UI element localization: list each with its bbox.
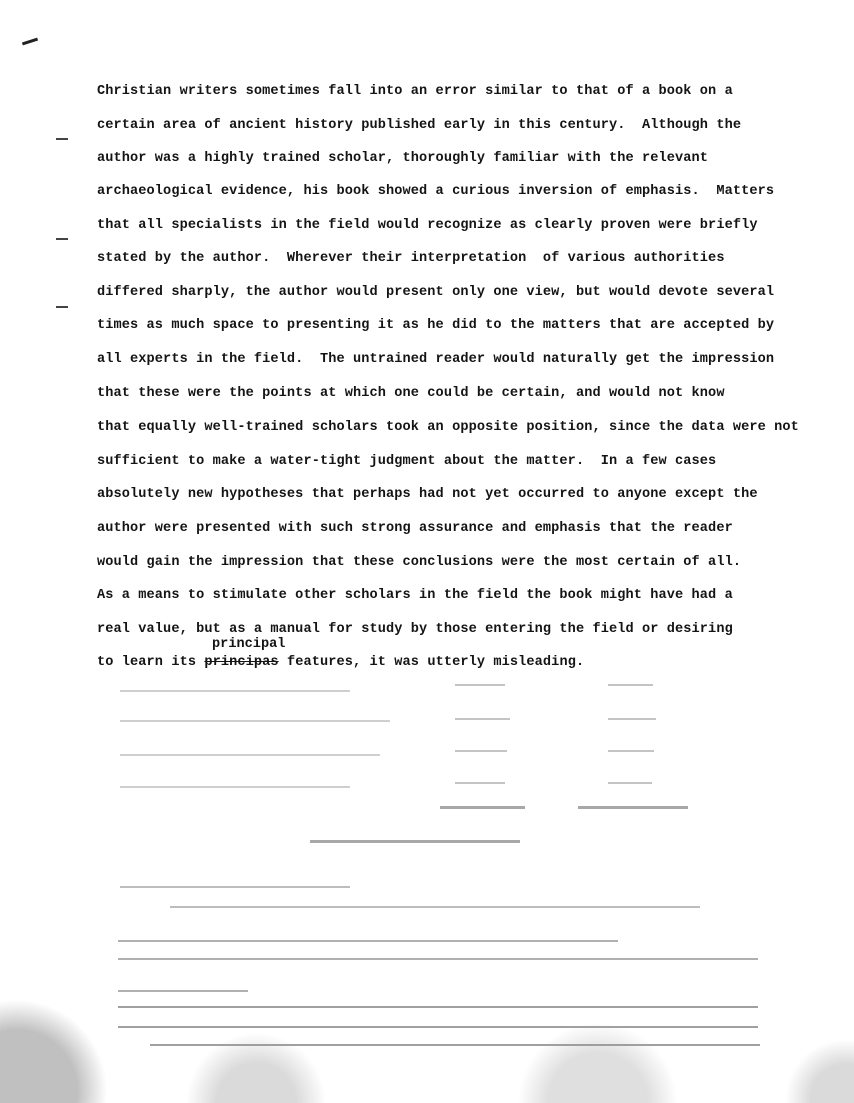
final-text-line xyxy=(97,655,584,671)
text-line: sufficient to make a water-tight judgment about the matter. In a few cases xyxy=(97,454,717,469)
scan-noise xyxy=(0,973,854,1103)
text-line: As a means to stimulate other scholars in the field the book might have had a xyxy=(97,588,733,603)
margin-mark xyxy=(56,138,68,140)
text-line: stated by the author. Wherever their interpretation of various authorities xyxy=(97,251,725,266)
text-line: that all specialists in the field would recognize as clearly proven were briefly xyxy=(97,218,758,233)
text-line: all experts in the field. The untrained reader would naturally get the impression xyxy=(97,352,775,367)
text-line: certain area of ancient history published early in this century. Although the xyxy=(97,118,742,133)
text-line: that equally well-trained scholars took an opposite position, since the data were not xyxy=(97,420,799,435)
handwritten-correction: principal xyxy=(212,637,286,652)
text-line: author was a highly trained scholar, thoroughly familiar with the relevant xyxy=(97,151,709,166)
line-suffix: features, it was utterly misleading. xyxy=(278,655,585,670)
text-line: archaeological evidence, his book showed a curious inversion of emphasis. Matters xyxy=(97,184,775,199)
margin-mark xyxy=(56,238,68,240)
line-prefix: to learn its xyxy=(97,655,205,670)
text-line: would gain the impression that these conclusions were the most certain of all. xyxy=(97,555,742,570)
margin-mark xyxy=(56,306,68,308)
text-line: real value, but as a manual for study by those entering the field or desiring xyxy=(97,622,733,637)
struck-word: principas xyxy=(204,655,279,670)
text-line: differed sharply, the author would present only one view, but would devote several xyxy=(97,285,775,300)
text-line: times as much space to presenting it as he did to the matters that are accepted by xyxy=(97,318,775,333)
text-line: author were presented with such strong assurance and emphasis that the reader xyxy=(97,521,733,536)
text-line: that these were the points at which one could be certain, and would not know xyxy=(97,386,725,401)
text-line: absolutely new hypotheses that perhaps had not yet occurred to anyone except the xyxy=(97,487,758,502)
text-line: Christian writers sometimes fall into an error similar to that of a book on a xyxy=(97,84,733,99)
stray-pen-mark xyxy=(22,38,38,46)
